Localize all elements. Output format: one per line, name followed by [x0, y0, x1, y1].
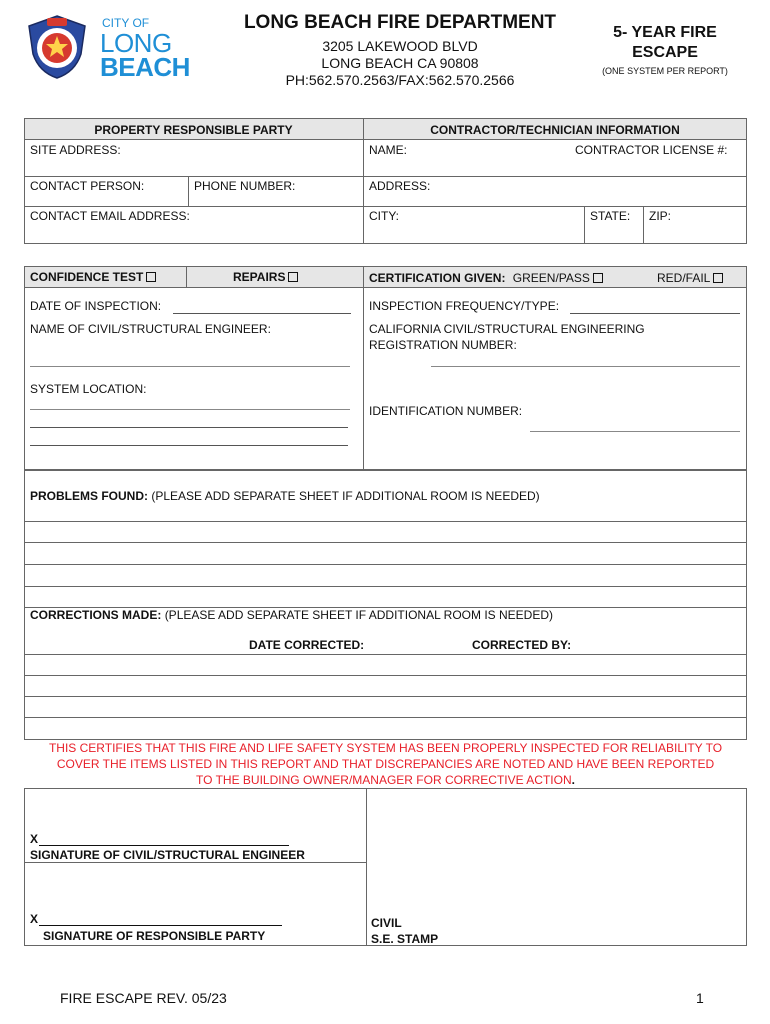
contractor-address-field[interactable]	[364, 177, 746, 205]
responsible-signature-x: X	[30, 912, 39, 926]
problems-line-3[interactable]	[25, 565, 746, 586]
ca-registration-field[interactable]	[431, 366, 740, 367]
certification-line-1: THIS CERTIFIES THAT THIS FIRE AND LIFE SAFETY SYSTEM HAS BEEN PROPERLY INSPECTED FOR RELIABILITY TO	[48, 741, 723, 755]
corrections-line-1[interactable]	[25, 655, 746, 675]
confidence-test-option[interactable]	[30, 270, 156, 284]
identification-number-field[interactable]	[530, 431, 740, 432]
engineer-signature-label: SIGNATURE OF CIVIL/STRUCTURAL ENGINEER	[30, 848, 305, 862]
contractor-name-field[interactable]	[364, 140, 746, 175]
red-fail-option[interactable]	[657, 271, 723, 285]
engineer-name-field[interactable]	[30, 366, 350, 367]
inspection-frequency-field[interactable]	[570, 313, 740, 314]
certification-line-3: TO THE BUILDING OWNER/MANAGER FOR CORRECTIVE ACTION	[196, 773, 572, 787]
inspection-frequency-label: INSPECTION FREQUENCY/TYPE:	[369, 299, 560, 313]
red-fail-label: RED/FAIL	[657, 271, 711, 285]
contractor-info-heading: CONTRACTOR/TECHNICIAN INFORMATION	[430, 123, 680, 137]
certification-line-2: COVER THE ITEMS LISTED IN THIS REPORT AND THAT DISCREPANCIES ARE NOTED AND HAVE BEEN REPORTED	[56, 757, 715, 771]
property-party-heading: PROPERTY RESPONSIBLE PARTY	[94, 123, 293, 137]
contact-person-label: CONTACT PERSON:	[30, 179, 145, 193]
stamp-label-civil: CIVIL	[371, 916, 402, 930]
system-location-label: SYSTEM LOCATION:	[30, 382, 147, 396]
stamp-area[interactable]	[367, 789, 746, 945]
contractor-license-label: CONTRACTOR LICENSE #:	[575, 143, 728, 157]
repairs-option[interactable]	[233, 270, 298, 284]
department-name: LONG BEACH FIRE DEPARTMENT	[243, 12, 557, 33]
department-phone: PH:562.570.2563/FAX:562.570.2566	[285, 72, 515, 88]
certification-given-label: CERTIFICATION GIVEN:	[369, 271, 506, 285]
ca-registration-label-2: REGISTRATION NUMBER:	[369, 338, 517, 352]
inspection-table	[24, 266, 747, 470]
contact-person-field[interactable]	[25, 177, 187, 205]
certification-line-3-wrap: TO THE BUILDING OWNER/MANAGER FOR CORRECTIVE ACTION.	[196, 773, 575, 787]
green-pass-label: GREEN/PASS	[512, 271, 590, 285]
logo-long: LONG	[100, 28, 172, 58]
date-corrected-label: DATE CORRECTED:	[249, 638, 365, 652]
department-address-1: 3205 LAKEWOOD BLVD	[322, 38, 478, 54]
confidence-test-checkbox[interactable]	[146, 272, 156, 282]
corrections-made-label: CORRECTIONS MADE:	[30, 608, 162, 622]
green-pass-checkbox[interactable]	[593, 273, 603, 283]
corrections-line-4[interactable]	[25, 718, 746, 739]
corrections-line-3[interactable]	[25, 697, 746, 717]
system-location-field-1[interactable]	[30, 409, 350, 410]
engineer-signature-field[interactable]	[39, 845, 289, 846]
system-location-field-2[interactable]	[30, 427, 348, 428]
logo-city-of: CITY OF	[102, 16, 150, 30]
certification-statement	[24, 740, 747, 788]
corrected-by-label: CORRECTED BY:	[472, 638, 572, 652]
ca-registration-label-1: CALIFORNIA CIVIL/STRUCTURAL ENGINEERING	[369, 322, 645, 336]
form-title-line2: ESCAPE	[632, 44, 698, 61]
zip-label: ZIP:	[649, 209, 672, 223]
problems-line-2[interactable]	[25, 543, 746, 564]
state-label: STATE:	[590, 209, 631, 223]
corrections-made-note: (PLEASE ADD SEPARATE SHEET IF ADDITIONAL ROOM IS NEEDED)	[164, 608, 553, 622]
stamp-label-se: S.E. STAMP	[371, 932, 439, 946]
contact-email-field[interactable]	[25, 207, 362, 243]
footer-revision: FIRE ESCAPE REV. 05/23	[60, 990, 227, 1006]
problems-line-1[interactable]	[25, 522, 746, 542]
certification-given-row	[369, 271, 603, 285]
corrections-line-2[interactable]	[25, 676, 746, 696]
date-of-inspection-label: DATE OF INSPECTION:	[30, 299, 162, 313]
contractor-name-label: NAME:	[369, 143, 408, 157]
city-label: CITY:	[369, 209, 400, 223]
red-fail-checkbox[interactable]	[713, 273, 723, 283]
responsible-signature-field[interactable]	[39, 925, 282, 926]
engineer-signature-x: X	[30, 832, 39, 846]
fire-department-seal	[25, 14, 89, 80]
engineer-name-label: NAME OF CIVIL/STRUCTURAL ENGINEER:	[30, 322, 271, 336]
repairs-checkbox[interactable]	[288, 272, 298, 282]
contact-email-label: CONTACT EMAIL ADDRESS:	[30, 209, 190, 223]
form-title-note: (ONE SYSTEM PER REPORT)	[602, 66, 728, 76]
confidence-test-label: CONFIDENCE TEST	[30, 270, 144, 284]
contractor-address-label: ADDRESS:	[369, 179, 431, 193]
problems-line-4[interactable]	[25, 587, 746, 608]
repairs-label: REPAIRS	[233, 270, 286, 284]
phone-number-label: PHONE NUMBER:	[194, 179, 296, 193]
system-location-field-3[interactable]	[30, 445, 348, 446]
identification-number-label: IDENTIFICATION NUMBER:	[369, 404, 523, 418]
problems-found-heading	[30, 489, 540, 503]
date-of-inspection-field[interactable]	[173, 313, 351, 314]
page-number: 1	[696, 990, 704, 1006]
site-address-label: SITE ADDRESS:	[30, 143, 121, 157]
site-address-field[interactable]	[25, 140, 362, 175]
department-address-2: LONG BEACH CA 90808	[321, 55, 479, 71]
logo-beach: BEACH	[100, 52, 190, 82]
responsible-signature-label: SIGNATURE OF RESPONSIBLE PARTY	[43, 929, 266, 943]
corrections-made-heading	[30, 608, 553, 622]
state-field[interactable]	[585, 207, 642, 243]
form-title-line1: 5- YEAR FIRE	[613, 24, 717, 41]
phone-number-field[interactable]	[189, 177, 362, 205]
problems-found-note: (PLEASE ADD SEPARATE SHEET IF ADDITIONAL ROOM IS NEEDED)	[151, 489, 540, 503]
city-logo	[100, 16, 190, 82]
problems-found-label: PROBLEMS FOUND:	[30, 489, 148, 503]
zip-field[interactable]	[644, 207, 746, 243]
city-field[interactable]	[364, 207, 583, 243]
